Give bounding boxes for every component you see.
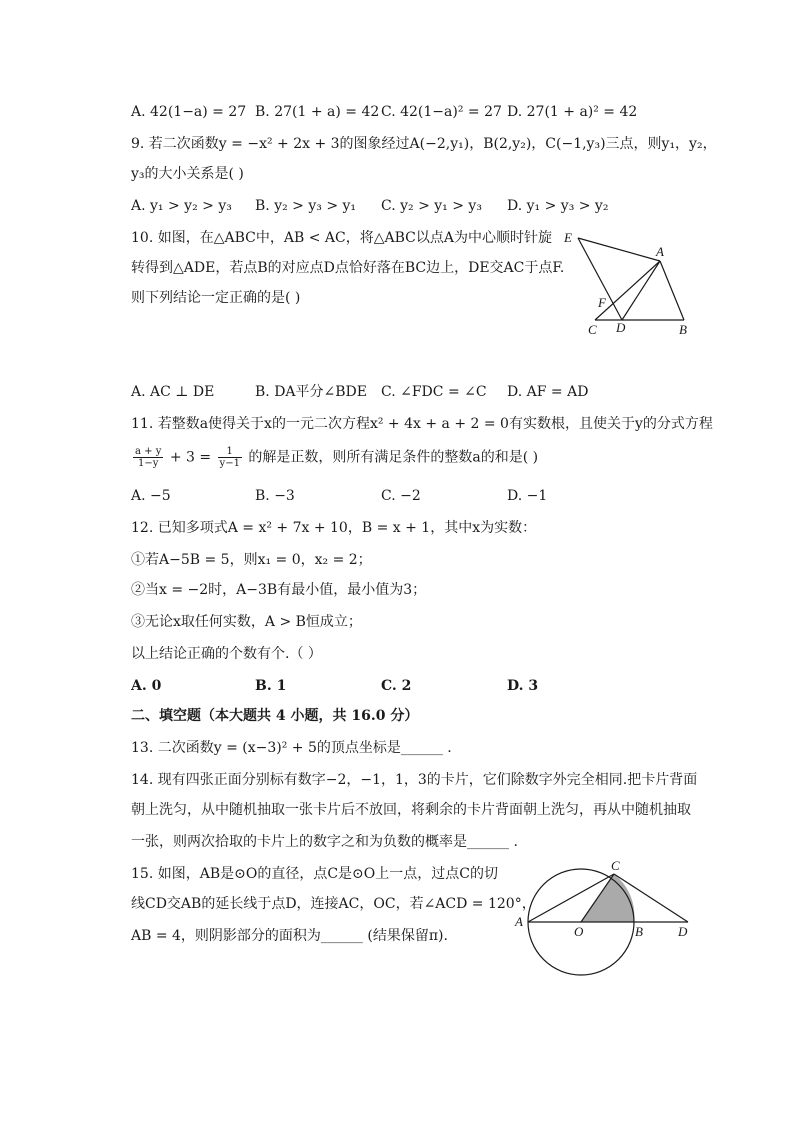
q11-fraction-left-numerator: a + y bbox=[135, 446, 162, 457]
q8-option-a: A. 42(1−a) = 27 bbox=[131, 104, 247, 120]
section-heading-fill-blank: 二、填空题（本大题共 4 小题，共 16.0 分） bbox=[131, 708, 419, 724]
q15-label-d: D bbox=[678, 924, 688, 939]
q11-option-b: B. −3 bbox=[255, 488, 295, 504]
q11-stem-tail: 的解是正数，则所有满足条件的整数a的和是( ) bbox=[248, 449, 539, 466]
q10-stem-line3: 则下列结论一定正确的是( ) bbox=[131, 290, 301, 306]
q10-label-d: D bbox=[616, 320, 626, 335]
q10-stem-line1: 10. 如图，在△ABC中，AB < AC，将△ABC以点A为中心顺时针旋 bbox=[131, 230, 552, 246]
q11-option-d: D. −1 bbox=[507, 488, 548, 504]
q10-label-e: E bbox=[564, 230, 572, 245]
q15-stem-line3: AB = 4，则阴影部分的面积为______ (结果保留π). bbox=[131, 928, 448, 944]
q12-statement-3: ③无论x取任何实数，A > B恒成立； bbox=[131, 614, 362, 630]
q10-segment-ab bbox=[660, 261, 684, 320]
q11-option-a: A. −5 bbox=[131, 488, 171, 504]
q10-option-c: C. ∠FDC = ∠C bbox=[381, 384, 487, 400]
q10-stem-line2: 转得到△ADE，若点B的对应点D点恰好落在BC边上，DE交AC于点F. bbox=[131, 260, 565, 276]
q14-stem-line2: 朝上洗匀，从中随机抽取一张卡片后不放回，将剩余的卡片背面朝上洗匀，再从中随机抽取 bbox=[131, 802, 691, 818]
q12-option-c: C. 2 bbox=[381, 678, 412, 694]
q12-option-d: D. 3 bbox=[507, 678, 539, 694]
q11-equation-middle: + 3 = bbox=[169, 449, 212, 466]
q10-option-a: A. AC ⊥ DE bbox=[131, 384, 215, 400]
q11-fraction-left bbox=[133, 446, 163, 469]
q11-fraction-right-denominator: y−1 bbox=[219, 458, 240, 469]
q13-stem: 13. 二次函数y = (x−3)² + 5的顶点坐标是______ . bbox=[131, 740, 452, 756]
q12-option-b: B. 1 bbox=[255, 678, 287, 694]
q8-option-d: D. 27(1 + a)² = 42 bbox=[507, 104, 638, 120]
q12-question: 以上结论正确的个数有个.（ ） bbox=[131, 646, 322, 662]
q10-segment-ea bbox=[578, 238, 660, 261]
q10-option-b: B. DA平分∠BDE bbox=[255, 384, 367, 400]
q15-stem-line1: 15. 如图，AB是⊙O的直径，点C是⊙O上一点，过点C的切 bbox=[131, 866, 498, 882]
q9-option-c: C. y₂ > y₁ > y₃ bbox=[381, 198, 482, 214]
q12-stem-line1: 12. 已知多项式A = x² + 7x + 10，B = x + 1，其中x为实数： bbox=[131, 520, 537, 536]
q10-option-d: D. AF = AD bbox=[507, 384, 589, 400]
q15-shaded-sector bbox=[581, 874, 634, 922]
q11-fraction-right bbox=[218, 446, 242, 469]
q15-label-c: C bbox=[611, 860, 620, 873]
q10-label-f: F bbox=[598, 295, 606, 310]
q15-stem-line2: 线CD交AB的延长线于点D，连接AC，OC，若∠ACD = 120°， bbox=[131, 896, 536, 912]
q14-stem-line1: 14. 现有四张正面分别标有数字−2，−1，1，3的卡片，它们除数字外完全相同.把卡片背面 bbox=[131, 772, 698, 788]
q8-option-b: B. 27(1 + a) = 42 bbox=[255, 104, 380, 120]
q15-label-a: A bbox=[515, 914, 523, 929]
q15-label-o: O bbox=[574, 924, 584, 939]
q14-stem-line3: 一张，则两次拾取的卡片上的数字之和为负数的概率是______ . bbox=[131, 834, 518, 850]
q15-circle-figure bbox=[510, 860, 696, 980]
q12-statement-2: ②当x = −2时，A−3B有最小值，最小值为3； bbox=[131, 582, 427, 598]
q11-fraction-right-numerator: 1 bbox=[218, 446, 242, 458]
q9-option-d: D. y₁ > y₃ > y₂ bbox=[507, 198, 609, 214]
q9-option-b: B. y₂ > y₃ > y₁ bbox=[255, 198, 357, 214]
q10-label-b: B bbox=[679, 322, 687, 337]
q9-stem-line2: y₃的大小关系是( ) bbox=[131, 166, 244, 182]
q11-option-c: C. −2 bbox=[381, 488, 421, 504]
q8-option-c: C. 42(1−a)² = 27 bbox=[381, 104, 502, 120]
q10-label-c: C bbox=[588, 322, 597, 337]
q12-option-a: A. 0 bbox=[131, 678, 162, 694]
q11-stem-line2 bbox=[131, 446, 538, 469]
q9-option-a: A. y₁ > y₂ > y₃ bbox=[131, 198, 232, 214]
q15-label-b: B bbox=[635, 924, 643, 939]
q10-label-a: A bbox=[656, 244, 664, 259]
q10-triangle-figure bbox=[560, 228, 700, 340]
q11-stem-line1: 11. 若整数a使得关于x的一元二次方程x² + 4x + a + 2 = 0有实数根，且使关于y的分式方程 bbox=[131, 416, 713, 432]
q11-fraction-left-denominator: 1−y bbox=[137, 458, 159, 469]
q9-stem-line1: 9. 若二次函数y = −x² + 2x + 3的图象经过A(−2,y₁)，B(2,y₂)，C(−1,y₃)三点，则y₁，y₂， bbox=[131, 136, 717, 152]
q12-statement-1: ①若A−5B = 5，则x₁ = 0，x₂ = 2； bbox=[131, 552, 372, 568]
